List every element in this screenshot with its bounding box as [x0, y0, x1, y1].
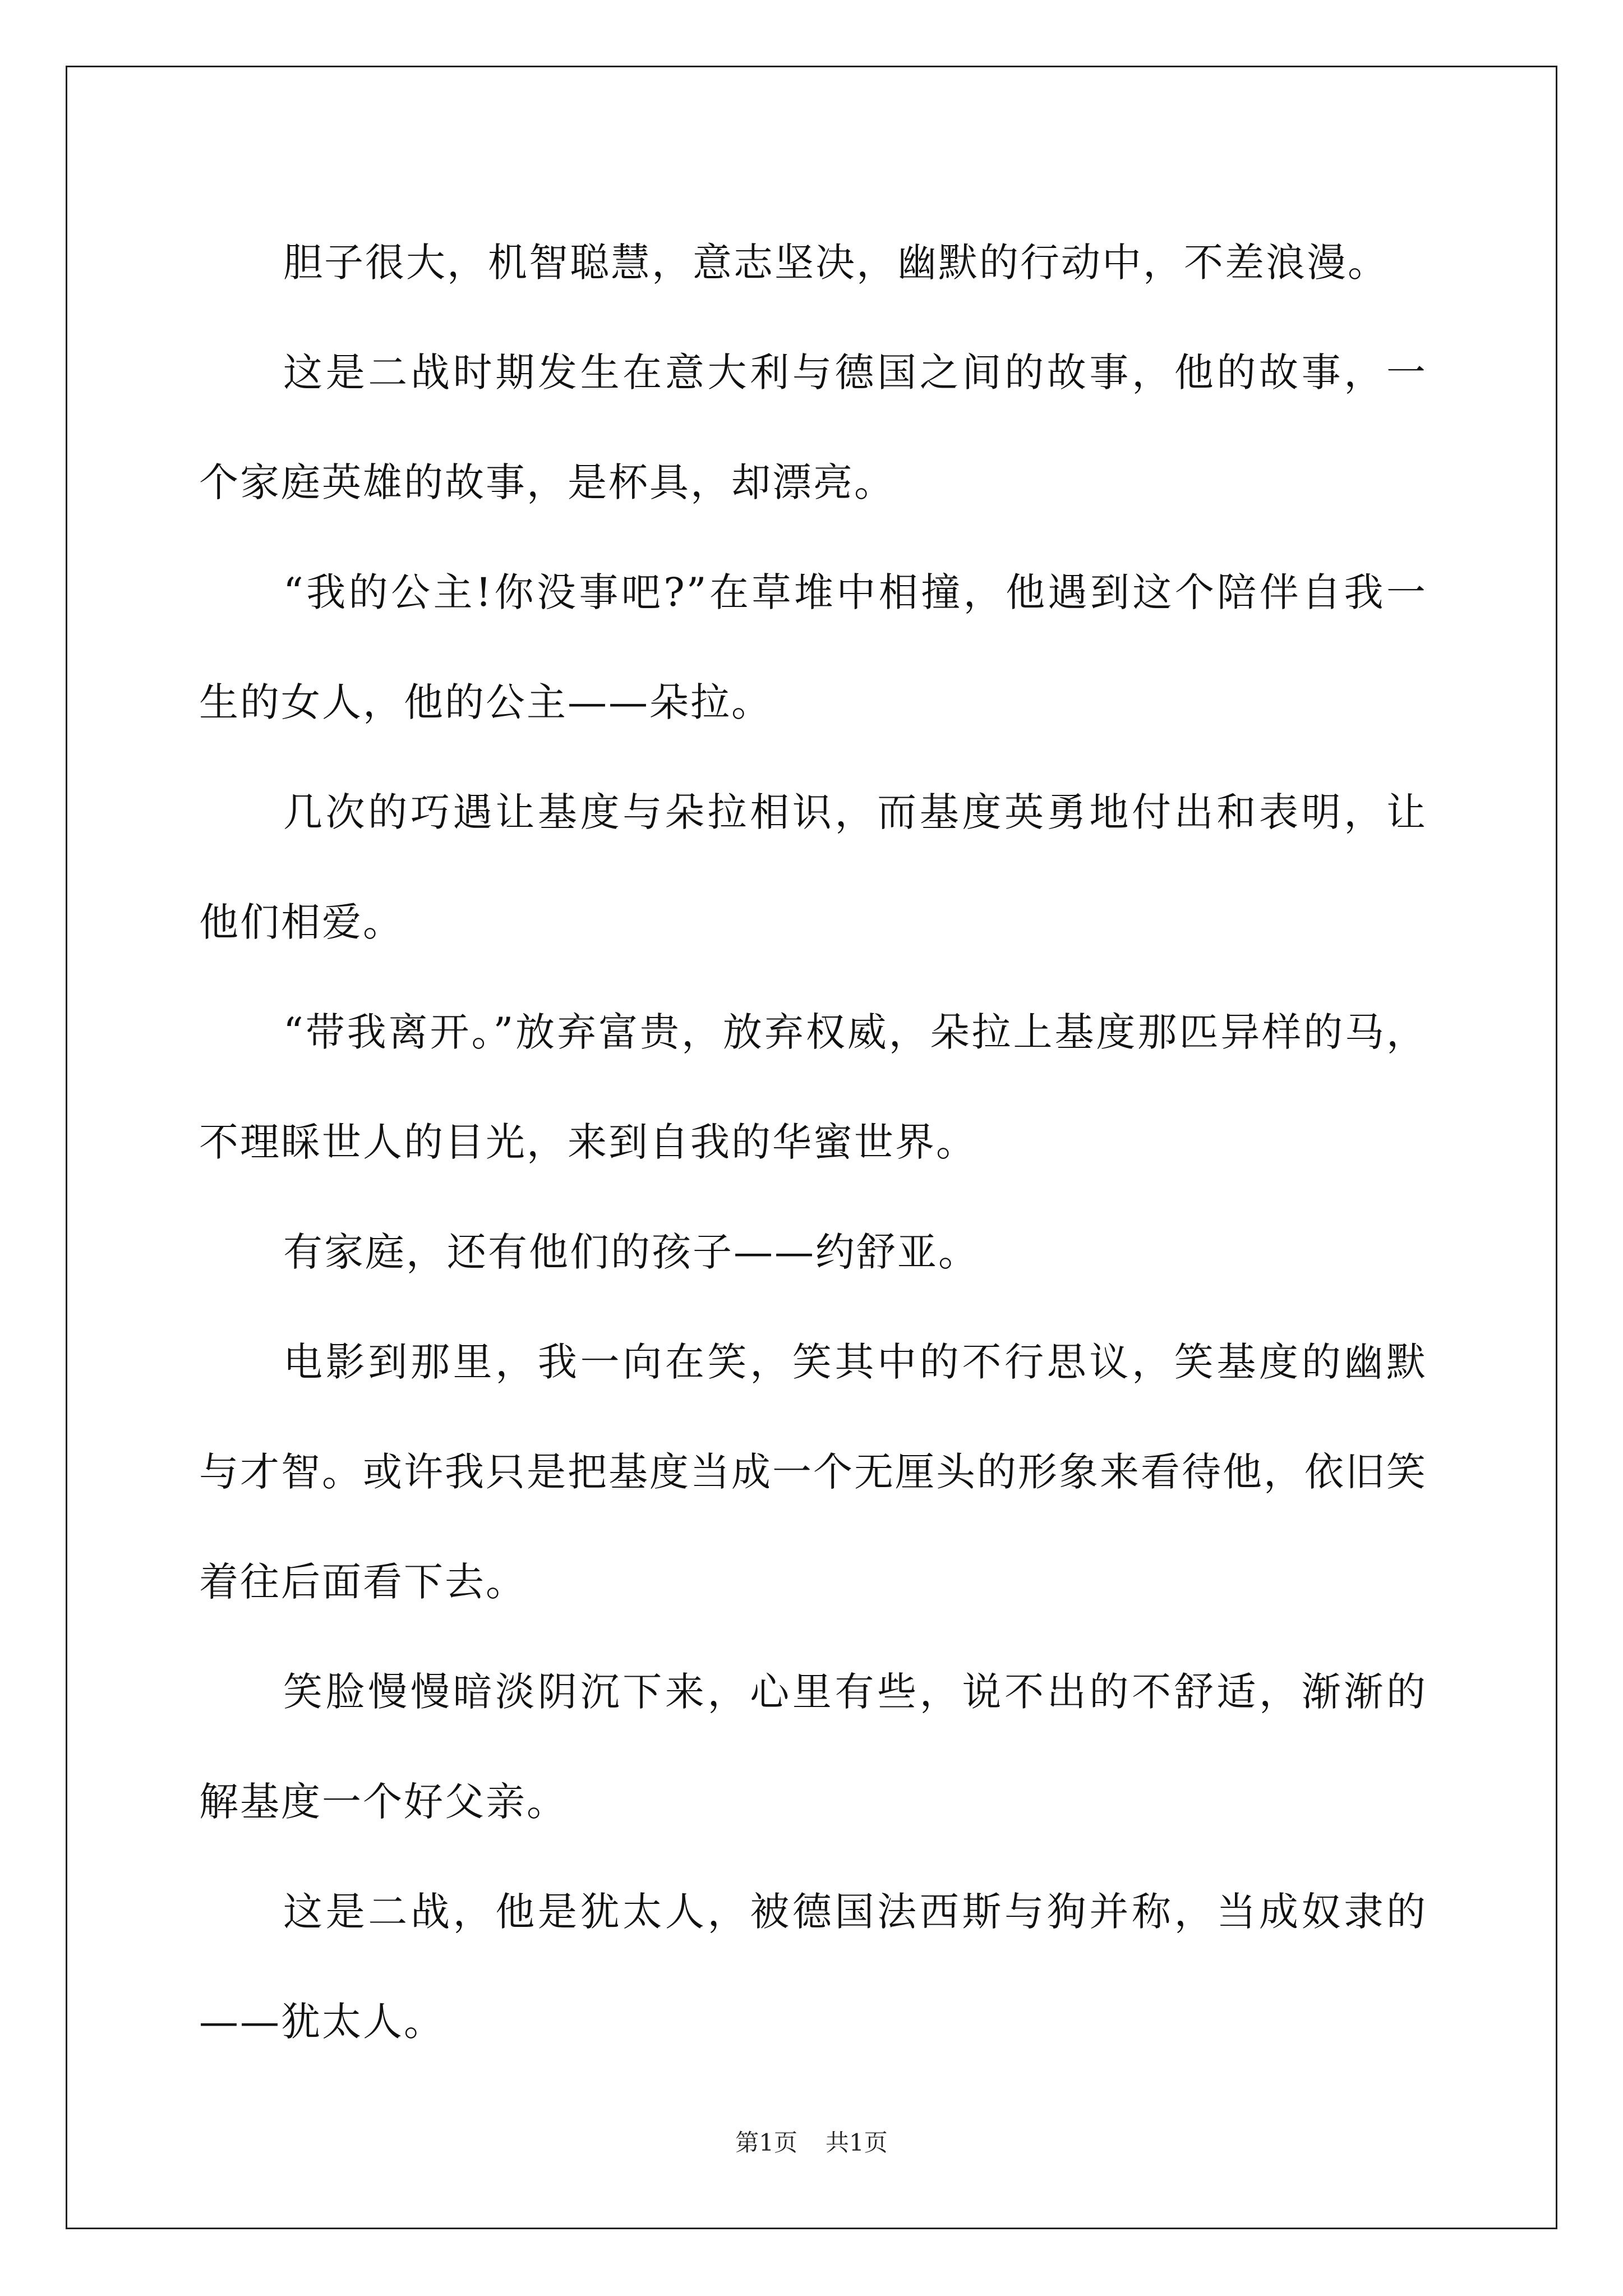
- page-number-current: 第1页: [735, 2129, 797, 2156]
- paragraph: 电影到那里，我一向在笑，笑其中的不行思议，笑基度的幽默与才智。或许我只是把基度当成一个无厘头的形象来看待他，依旧笑着往后面看下去。: [199, 1339, 1427, 1605]
- paragraph: 胆子很大，机智聪慧，意志坚决，幽默的行动中，不差浪漫。: [283, 240, 1389, 286]
- document-body: [199, 208, 1427, 2077]
- paragraph: “带我离开。”放弃富贵，放弃权威，朵拉上基度那匹异样的马，不理睬世人的目光，来到自我的华蜜世界。: [199, 1009, 1427, 1165]
- page-number-total: 共1页: [826, 2129, 888, 2156]
- paragraph: 笑脸慢慢暗淡阴沉下来，心里有些，说不出的不舒适，渐渐的解基度一个好父亲。: [199, 1669, 1427, 1825]
- page-footer: [0, 2126, 1623, 2160]
- paragraph: 这是二战时期发生在意大利与德国之间的故事，他的故事，一个家庭英雄的故事，是杯具，却漂亮。: [199, 349, 1427, 505]
- paragraph: 有家庭，还有他们的孩子——约舒亚。: [283, 1229, 979, 1275]
- paragraph: 这是二战，他是犹太人，被德国法西斯与狗并称，当成奴隶的——犹太人。: [199, 1889, 1427, 2045]
- paragraph: “我的公主!你没事吧?”在草堆中相撞，他遇到这个陪伴自我一生的女人，他的公主——朵拉。: [199, 569, 1427, 725]
- paragraph: 几次的巧遇让基度与朵拉相识，而基度英勇地付出和表明，让他们相爱。: [199, 789, 1427, 945]
